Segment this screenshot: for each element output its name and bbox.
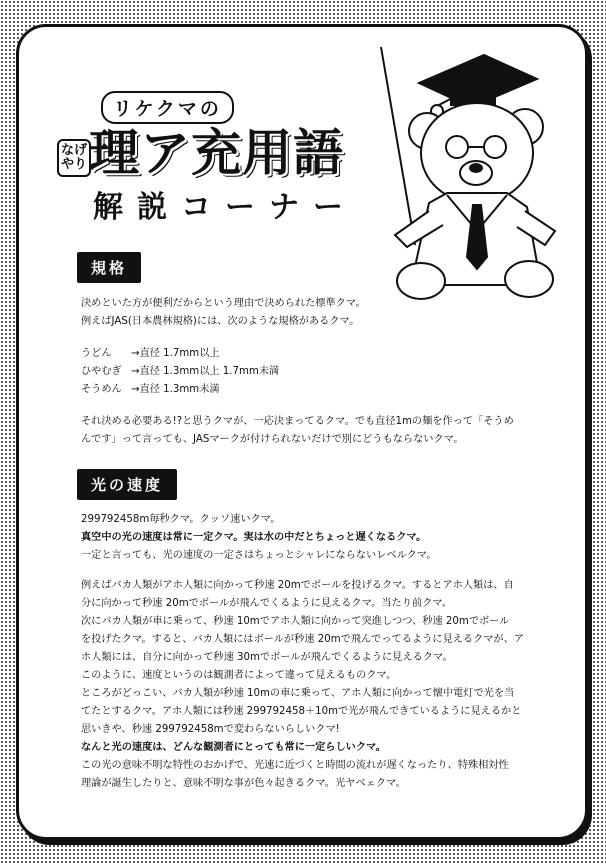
- spec-name: そうめん: [81, 384, 122, 395]
- title-side-tag: なげやり: [57, 139, 91, 177]
- text-line: ホ人類には、自分に向かって秒速 30mでボールが飛んでくるように見えるクマ。: [81, 652, 453, 663]
- text-line: ところがどっこい、バカ人類が秒速 10mの車に乗って、アホ人類に向かって懐中電灯で光を当: [81, 688, 515, 699]
- section-heading-light-speed: 光の速度: [77, 469, 177, 500]
- spec-value: →直径 1.7mm以上: [131, 348, 220, 359]
- article-panel: [16, 24, 588, 840]
- section-light-para1: [81, 511, 561, 565]
- text-line: を投げたクマ。すると、バカ人類にはボールが秒速 20mで飛んでってるように見えるクマが、ア: [81, 634, 524, 645]
- spec-value: →直径 1.3mm未満: [131, 384, 220, 395]
- pointer-stick-icon: [381, 47, 415, 245]
- section-spec-intro: [81, 295, 561, 331]
- text-line: 決めといた方が便利だからという理由で決められた標準クマ。: [81, 298, 366, 309]
- section-light-para2: [81, 577, 561, 793]
- text-line: それ決める必要ある!?と思うクマが、一応決まってるクマ。でも直径1mの麺を作って「そうめ: [81, 416, 514, 427]
- spec-row: [81, 381, 561, 399]
- text-line: 例えばバカ人類がアホ人類に向かって秒速 20mでボールを投げるクマ。するとアホ人類は、自: [81, 580, 514, 591]
- spec-value: →直径 1.3mm以上 1.7mm未満: [131, 366, 280, 377]
- text-line: なんと光の速度は、どんな観測者にとっても常に一定らしいクマ。: [81, 742, 386, 753]
- text-line: てたとするクマ。アホ人類には秒速 299792458＋10mで光が飛んできているように見えるかと: [81, 706, 522, 717]
- teddy-bear-professor-illustration: [359, 35, 569, 305]
- text-line: 理論が誕生したりと、意味不明な事が色々起きるクマ。光ヤベェクマ。: [81, 778, 406, 789]
- title-block: [61, 91, 379, 241]
- page-subtitle: 解説コーナー: [93, 190, 357, 225]
- text-line: このように、速度というのは観測者によって違って見えるものクマ。: [81, 670, 397, 681]
- title-top: リケクマの: [101, 91, 234, 124]
- text-line: 分に向かって秒速 20mでボールが飛んでくるように見えるクマ。当たり前クマ。: [81, 598, 453, 609]
- text-line: んです」って言っても、JASマークが付けられないだけで別にどうもならないクマ。: [81, 434, 464, 445]
- text-line: 一定と言っても、光の速度の一定さはちょっとシャレにならないレベルクマ。: [81, 550, 437, 561]
- text-line: 次にバカ人類が車に乗って、秒速 10mでアホ人類に向かって突進しつつ、秒速 20mでボール: [81, 616, 510, 627]
- text-line: 真空中の光の速度は常に一定クマ。実は水の中だとちょっと遅くなるクマ。: [81, 532, 427, 543]
- spec-list: [81, 345, 561, 399]
- spec-row: [81, 363, 561, 381]
- spec-name: ひやむぎ: [81, 366, 122, 377]
- spec-name: うどん: [81, 348, 112, 359]
- section-spec-outro: [81, 413, 561, 449]
- text-line: この光の意味不明な特性のおかげで、光速に近づくと時間の流れが遅くなったり、特殊相対性: [81, 760, 509, 771]
- text-line: 例えばJAS(日本農林規格)には、次のような規格があるクマ。: [81, 316, 360, 327]
- page-title: 理ア充用語: [89, 124, 344, 182]
- text-line: 思いきや、秒速 299792458mで変わらないらしいクマ!: [81, 724, 340, 735]
- text-line: 299792458m毎秒クマ。クッソ速いクマ。: [81, 514, 281, 525]
- section-heading-spec: 規格: [77, 252, 141, 283]
- spec-row: [81, 345, 561, 363]
